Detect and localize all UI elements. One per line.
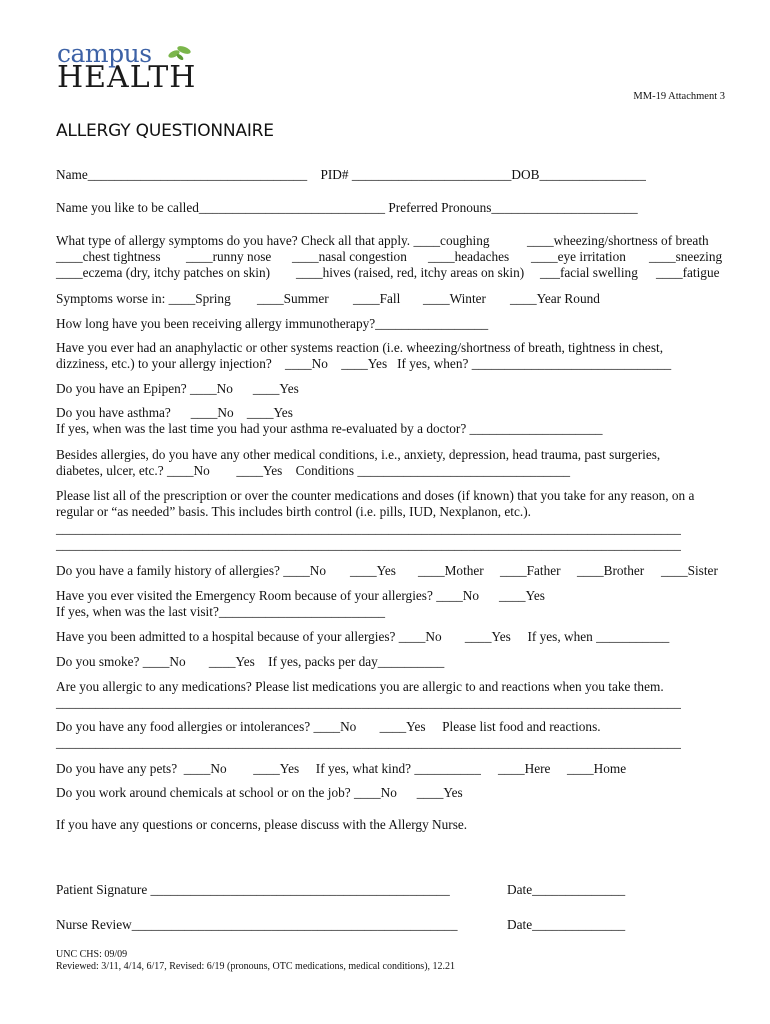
logo-health-text: HEALTH	[57, 60, 197, 95]
symptoms-question[interactable]: What type of allergy symptoms do you have? Check all that apply. ____coughing	[56, 233, 490, 248]
reaction-question-2[interactable]: dizziness, etc.) to your allergy injection? ____No ____Yes If yes, when? ______________________________	[56, 356, 672, 371]
medication-allergy-blank-line[interactable]: ______________________________________________________________________________________________	[56, 695, 681, 710]
patient-signature-line[interactable]: Patient Signature _____________________________________________	[56, 882, 450, 897]
family-mother-option[interactable]: ____Mother	[418, 563, 484, 578]
other-conditions-question-2[interactable]: diabetes, ulcer, etc.? ____No ____Yes Conditions ________________________________	[56, 463, 571, 478]
family-sister-option[interactable]: ____Sister	[661, 563, 718, 578]
footer-version: UNC CHS: 09/09	[56, 949, 128, 960]
hospital-question[interactable]: Have you been admitted to a hospital because of your allergies? ____No ____Yes If yes, when ___________	[56, 629, 670, 644]
facial-swelling-option[interactable]: ___facial swelling	[540, 265, 638, 280]
sneezing-option[interactable]: ____sneezing	[649, 249, 723, 264]
called-pronouns-line[interactable]: Name you like to be called____________________________ Preferred Pronouns______________________	[56, 200, 638, 215]
signature-date-line[interactable]: Date______________	[507, 882, 626, 897]
headaches-option[interactable]: ____headaches	[428, 249, 510, 264]
symptoms-worse-spring[interactable]: Symptoms worse in: ____Spring	[56, 291, 231, 306]
epipen-question[interactable]: Do you have an Epipen? ____No ____Yes	[56, 381, 299, 396]
medications-blank-line-2[interactable]: ______________________________________________________________________________________________	[56, 537, 681, 552]
hives-option[interactable]: ____hives (raised, red, itchy areas on skin)	[296, 265, 525, 280]
winter-option[interactable]: ____Winter	[423, 291, 486, 306]
summer-option[interactable]: ____Summer	[257, 291, 329, 306]
wheezing-option[interactable]: ____wheezing/shortness of breath	[527, 233, 709, 248]
medication-allergy-question: Are you allergic to any medications? Please list medications you are allergic to and reactions when you take them.	[56, 679, 664, 694]
questions-note: If you have any questions or concerns, please discuss with the Allergy Nurse.	[56, 817, 468, 832]
family-yes-option[interactable]: ____Yes	[350, 563, 396, 578]
medications-question-2: regular or “as needed” basis. This includes birth control (i.e. pills, IUD, Nexplanon, etc.).	[56, 504, 531, 519]
food-allergy-blank-line[interactable]: ______________________________________________________________________________________________	[56, 735, 681, 750]
medications-blank-line-1[interactable]: ______________________________________________________________________________________________	[56, 521, 681, 536]
campus-health-logo	[57, 39, 207, 95]
fatigue-option[interactable]: ____fatigue	[656, 265, 720, 280]
runny-nose-option[interactable]: ____runny nose	[186, 249, 272, 264]
year-round-option[interactable]: ____Year Round	[510, 291, 600, 306]
nurse-date-line[interactable]: Date______________	[507, 917, 626, 932]
name-pid-dob-line[interactable]: Name_________________________________ PID# ________________________DOB________________	[56, 167, 646, 182]
food-allergy-question[interactable]: Do you have any food allergies or intolerances? ____No ____Yes Please list food and reactions.	[56, 719, 601, 734]
nasal-congestion-option[interactable]: ____nasal congestion	[292, 249, 407, 264]
asthma-question[interactable]: Do you have asthma? ____No ____Yes	[56, 405, 293, 420]
chest-tightness-option[interactable]: ____chest tightness	[56, 249, 161, 264]
attachment-label: MM-19 Attachment 3	[633, 91, 725, 102]
nurse-review-line[interactable]: Nurse Review_________________________________________________	[56, 917, 458, 932]
medications-question-1: Please list all of the prescription or over the counter medications and doses (if known) that you take for any reason, on a	[56, 488, 695, 503]
leaf-icon	[167, 42, 193, 62]
er-visit-question[interactable]: Have you ever visited the Emergency Room because of your allergies? ____No ____Yes	[56, 588, 545, 603]
footer-revisions: Reviewed: 3/11, 4/14, 6/17, Revised: 6/19 (pronouns, OTC medications, medical conditions), 12.21	[56, 961, 456, 972]
other-conditions-question-1: Besides allergies, do you have any other medical conditions, i.e., anxiety, depression, head trauma, past surgeries,	[56, 447, 661, 462]
family-history-question[interactable]: Do you have a family history of allergies? ____No	[56, 563, 327, 578]
eczema-option[interactable]: ____eczema (dry, itchy patches on skin)	[56, 265, 271, 280]
reaction-question-1: Have you ever had an anaphylactic or other systems reaction (i.e. wheezing/shortness of breath, tightness in chest,	[56, 340, 664, 355]
eye-irritation-option[interactable]: ____eye irritation	[531, 249, 626, 264]
asthma-reevaluated-question[interactable]: If yes, when was the last time you had your asthma re-evaluated by a doctor? ____________________	[56, 421, 603, 436]
immunotherapy-question[interactable]: How long have you been receiving allergy immunotherapy?_________________	[56, 316, 489, 331]
pets-here-option[interactable]: ____Here	[498, 761, 551, 776]
logo-campus-text: campus	[57, 39, 152, 68]
smoke-question[interactable]: Do you smoke? ____No ____Yes If yes, packs per day__________	[56, 654, 445, 669]
page-title: ALLERGY QUESTIONNAIRE	[56, 121, 274, 141]
pets-home-option[interactable]: ____Home	[567, 761, 627, 776]
pets-question[interactable]: Do you have any pets? ____No ____Yes If yes, what kind? __________	[56, 761, 481, 776]
er-last-visit-question[interactable]: If yes, when was the last visit?_________________________	[56, 604, 386, 619]
fall-option[interactable]: ____Fall	[353, 291, 401, 306]
family-father-option[interactable]: ____Father	[500, 563, 561, 578]
family-brother-option[interactable]: ____Brother	[577, 563, 645, 578]
chemicals-question[interactable]: Do you work around chemicals at school or on the job? ____No ____Yes	[56, 785, 463, 800]
